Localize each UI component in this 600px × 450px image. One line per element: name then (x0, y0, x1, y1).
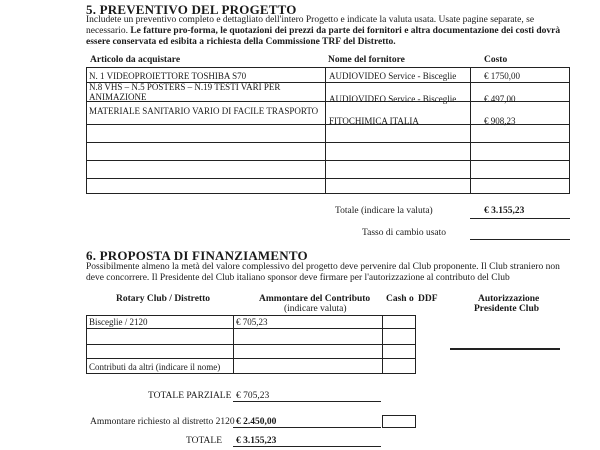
budget-row-2-article: N.8 VHS – N.5 POSTERS – N.19 TESTI VARI PER ANIMAZIONE (89, 82, 281, 102)
partial-total-label: TOTALE PARZIALE (148, 391, 232, 401)
col-header-cash: Cash o (386, 294, 414, 304)
budget-row-3-article: MATERIALE SANITARIO VARIO DI FACILE TRASPORTO (89, 106, 319, 116)
district-cash-ddf-box (382, 415, 416, 428)
section5-total-label: Totale (indicare la valuta) (335, 206, 433, 216)
funding-row-1-club: Bisceglie / 2120 (89, 317, 148, 327)
col-header-amount: Ammontare del Contributo (259, 294, 371, 304)
col-header-article: Articolo da acquistare (90, 55, 181, 65)
section6-intro: Possibilmente almeno la metà del valore complessivo del progetto deve pervenire dal Club proponente. Il Club straniero non deve concorrere. Il Presidente del Club italiano sponsor deve firmare per l'autorizzazione al contributo del Club (86, 262, 560, 283)
budget-row-3-cost: € 908,23 (484, 116, 516, 126)
section6-title: 6. PROPOSTA DI FINANZIAMENTO (86, 248, 308, 263)
district-request-value: € 2.450,00 (236, 417, 277, 427)
budget-row-2-cost: € 497,00 (484, 94, 516, 104)
col-header-authorization: Autorizzazione (478, 294, 540, 304)
col-header-ddf: DDF (418, 294, 438, 304)
exchange-rate-label: Tasso di cambio usato (362, 228, 447, 238)
budget-row-3-supplier: FITOCHIMICA ITALIA (329, 116, 419, 126)
section5-title: 5. PREVENTIVO DEL PROGETTO (86, 2, 297, 17)
col-header-supplier: Nome del fornitore (328, 55, 405, 65)
partial-total-value: € 705,23 (236, 391, 270, 401)
col-header-cost: Costo (484, 55, 508, 65)
budget-row-1-cost: € 1750,00 (484, 71, 520, 81)
col-header-club: Rotary Club / Distretto (116, 294, 211, 304)
col-header-president: Presidente Club (474, 304, 540, 314)
funding-row-1-amount: € 705,23 (236, 317, 268, 327)
section5-intro-plain: Includete un preventivo completo e dettagliato dell'intero Progetto e indicate la valuta usata. Usate pagine separate, se necessario. (86, 15, 535, 36)
section5-total-value: € 3.155,23 (484, 206, 525, 216)
col-header-amount-sub: (indicare valuta) (284, 304, 347, 314)
grand-total-value: € 3.155,23 (236, 436, 277, 446)
budget-row-1-article: N. 1 VIDEOPROIETTORE TOSHIBA S70 (89, 71, 247, 81)
funding-others-label: Contributi da altri (indicare il nome) (89, 362, 221, 372)
budget-row-1-supplier: AUDIOVIDEO Service - Bisceglie (329, 71, 457, 81)
grand-total-label: TOTALE (186, 436, 223, 446)
section5-intro-bold: Le fatture pro-forma, le quotazioni dei prezzi da parte dei fornitori e altra documentazione dei costi dovrà essere conservata ed esibita a richiesta della Commissione TRF del Distretto. (86, 26, 561, 47)
district-request-label: Ammontare richiesto al distretto 2120 (90, 417, 235, 427)
budget-row-2-supplier: AUDIOVIDEO Service - Bisceglie (329, 94, 457, 104)
section5-intro (86, 15, 564, 48)
